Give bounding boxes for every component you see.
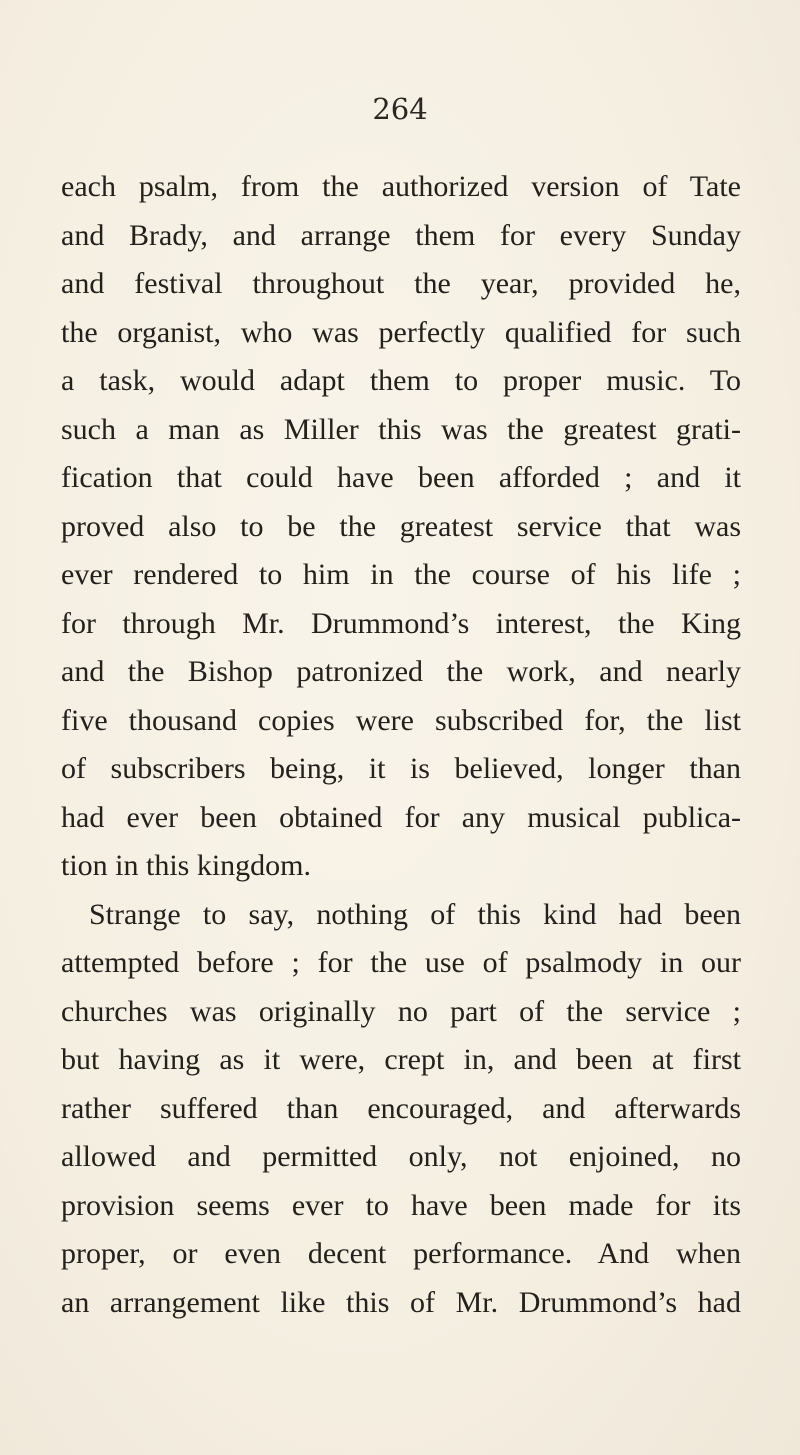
text-line: attempted before ; for the use of psalmody in our [61, 946, 741, 979]
paragraph-start-line: Strange to say, nothing of this kind had been [89, 897, 741, 931]
text-line: ever rendered to him in the course of his life ; [61, 558, 741, 591]
text-line: proved also to be the greatest service that was [61, 509, 741, 543]
text-line: a task, would adapt them to proper music. To [61, 364, 741, 397]
text-line: of subscribers being, it is believed, longer than [61, 752, 741, 785]
text-line: had ever been obtained for any musical publica- [61, 800, 741, 834]
text-line: but having as it were, crept in, and been at first [61, 1043, 741, 1076]
page-number: 264 [372, 92, 428, 126]
text-line: rather suffered than encouraged, and afterwards [61, 1091, 741, 1125]
text-line: fication that could have been afforded ; and it [61, 461, 741, 494]
text-line: allowed and permitted only, not enjoined, no [61, 1140, 741, 1173]
text-line: each psalm, from the authorized version of Tate [61, 170, 741, 203]
paragraph-end-line: tion in this kingdom. [61, 849, 312, 882]
text-line: and Brady, and arrange them for every Sunday [61, 218, 741, 252]
text-line: an arrangement like this of Mr. Drummond’s had [61, 1285, 741, 1319]
text-line: provision seems ever to have been made for its [61, 1188, 741, 1222]
text-line: and the Bishop patronized the work, and nearly [61, 655, 741, 688]
text-line: and festival throughout the year, provided he, [61, 267, 741, 300]
text-line: for through Mr. Drummond’s interest, the King [61, 606, 741, 640]
text-line: such a man as Miller this was the greatest grati- [61, 412, 741, 446]
text-line: the organist, who was perfectly qualified for such [61, 315, 741, 349]
page-body-text [61, 163, 741, 1327]
text-line: five thousand copies were subscribed for, the list [61, 703, 741, 737]
text-line: churches was originally no part of the service ; [61, 994, 741, 1028]
text-line: proper, or even decent performance. And when [61, 1237, 741, 1270]
